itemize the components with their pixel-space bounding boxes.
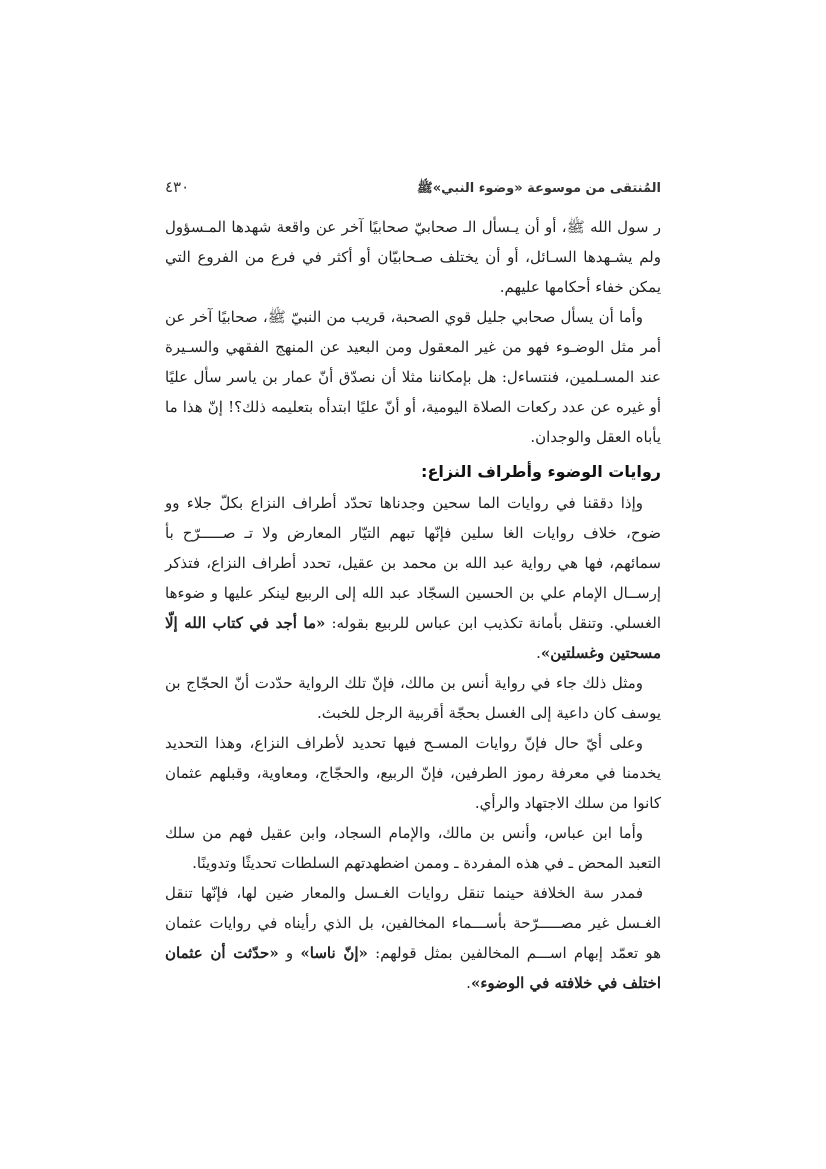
punctuation: . [536,644,541,662]
body-text [165,212,661,998]
quote: «حدّثت أن عثمان اختلف في خلافته في الوضوء» [165,944,661,992]
quote: «إنّ ناسا» [300,944,368,962]
quote: «ما أجد في كتاب الله إلّا مسحتين وغسلتين» [165,614,661,662]
paragraph: ومثل ذلك جاء في رواية أنس بن مالك، فإنّ تلك الرواية حدّدت أنّ الحجّاج بن يوسف كان داعية إلى الغسل بحجّة أقربية الرجل للخبث. [165,674,661,722]
page-number: ٤٣٠ [165,178,190,196]
punctuation: . [466,974,471,992]
paragraph: ر سول الله ﷺ، أو أن يـسأل الـ صحابيّ صحابيًا آخر عن واقعة شهدها المـسؤول ولم يشـهدها السـائل، أو أن يختلف صـحابيّان أو أكثر في فرع من الفروع التي يمكن خفاء أحكامها عليهم. [165,218,661,296]
running-header [165,178,661,212]
paragraph-text: فمدر سة الخلافة حينما تنقل روايات الغـسل والمعار ضين لها، فإنّها تنقل الغـسل غير مصـــــرّحة بأســـماء المخالفين، بل الذي رأيناه في روايات عثمان هو تعمّد إبهام اســـم المخالفين بمثل قولهم: [165,884,662,962]
paragraph: وأما أن يسأل صحابي جليل قوي الصحبة، قريب من النبيّ ﷺ، صحابيًا آخر عن أمر مثل الوضـوء فهو من غير المعقول ومن البعيد عن المنهج الفقهي والسـيرة عند المسـلمين، فنتساءل: هل بإمكاننا مثلا أن نصدّق أنّ عمار بن ياسر سأل عليًا أو غيره عن عدد ركعات الصلاة اليومية، أو أنّ عليًا ابتدأه بتعليمه ذلك؟! إنّ هذا ما يأباه العقل والوجدان. [165,308,661,446]
paragraph: وأما ابن عباس، وأنس بن مالك، والإمام السجاد، وابن عقيل فهم من سلك التعبد المحض ـ في هذه المفردة ـ وممن اضطهدتهم السلطات تحديثًا وتدوينًا. [165,824,661,872]
section-heading: روايات الوضوء وأطراف النزاع: [421,462,661,481]
paragraph [165,878,661,998]
book-page [165,178,661,998]
paragraph [165,488,661,668]
book-title: المُنتقى من موسوعة «وضوء النبي»ﷺ [417,181,661,196]
paragraph-text: وإذا دققنا في روايات الما سحين وجدناها تحدّد أطراف النزاع بكلّ جلاء وو ضوح، خلاف روايات الغا سلين فإنّها تبهم التيّار المعارض ولا تـ صـــــرّح بأ سمائهم، فها هي رواية عبد الله بن محمد بن عقيل، تحدد أطراف النزاع، فتذكر إرســال الإمام علي بن الحسين السجّاد عبد الله إلى الربيع لينكر عليها و ضوءها الغسلي. وتنقل بأمانة تكذيب ابن عباس للربيع بقوله: [165,494,661,632]
conjunction: و [278,944,301,962]
paragraph: وعلى أيّ حال فإنّ روايات المسـح فيها تحديد لأطراف النزاع، وهذا التحديد يخدمنا في معرفة رموز الطرفين، فإنّ الربيع، والحجّاج، ومعاوية، وقبلهم عثمان كانوا من سلك الاجتهاد والرأي. [165,734,661,812]
